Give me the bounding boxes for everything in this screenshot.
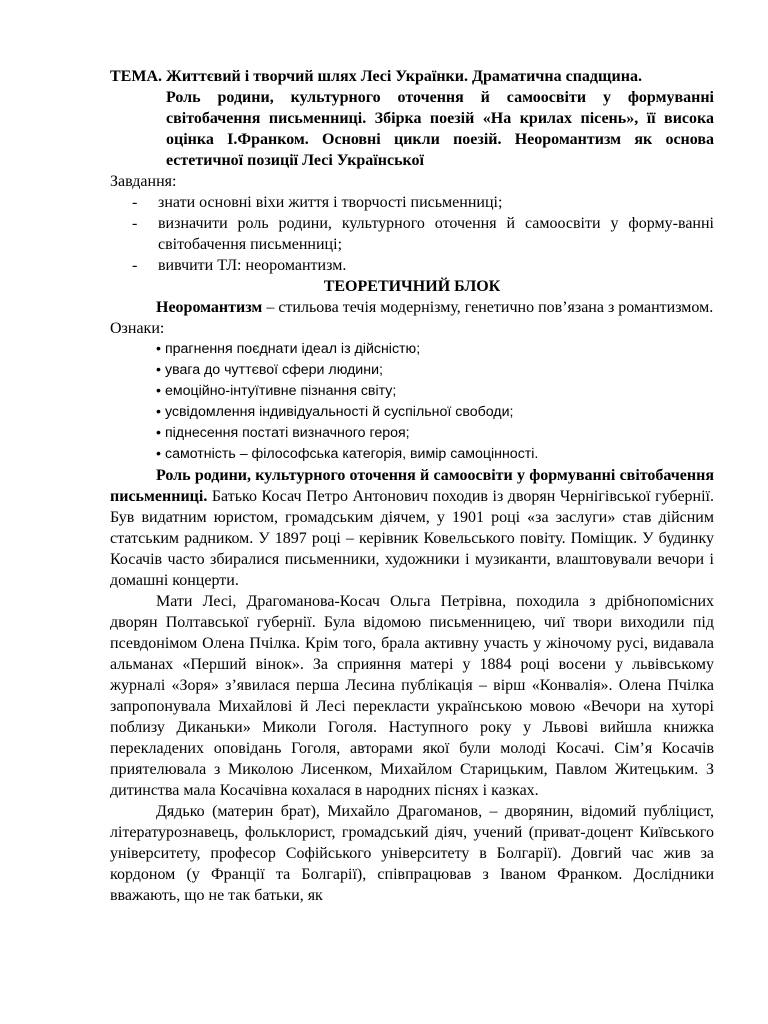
family-paragraph-heading: Роль родини, культурного оточення й самоосвіти у формуванні світобачення письменниці. [110, 467, 714, 505]
task-text: знати основні віхи життя і творчості письменниці; [158, 194, 503, 211]
sign-text: емоційно-інтуїтивне пізнання світу; [164, 383, 397, 399]
bullet-dot-icon: • [156, 341, 161, 357]
bullet-dot-icon: • [156, 362, 161, 378]
bullet-dot-icon: • [156, 383, 161, 399]
bullet-dot-icon: • [156, 425, 161, 441]
dash-bullet-icon: - [132, 194, 138, 211]
sign-item [156, 423, 714, 444]
task-item [110, 213, 714, 255]
signs-label: Ознаки: [110, 320, 165, 337]
bullet-dot-icon: • [156, 404, 161, 420]
task-item [110, 255, 714, 276]
definition-term: Неоромантизм [156, 299, 263, 316]
sign-item [156, 444, 714, 465]
topic-title [110, 66, 714, 171]
sign-item [156, 360, 714, 381]
bullet-dot-icon: • [156, 446, 161, 462]
topic-label: ТЕМА. [110, 68, 162, 85]
uncle-paragraph: Дядько (материн брат), Михайло Драгоманов, – дворянин, відомий публіцист, літературознавець, фольклорист, громадський діяч, учений (приват-доцент Київського університету, професор Софійського університету в Болгарії). Довгий час жив за кордоном (у Франції та Болгарії), співпрацював з Іваном Франком. Дослідники вважають, що не так батьки, як [110, 803, 714, 904]
definition-paragraph [110, 297, 714, 318]
signs-list [110, 339, 714, 465]
task-text: вивчити ТЛ: неоромантизм. [158, 257, 347, 274]
sign-text: прагнення поєднати ідеал із дійсністю; [164, 341, 421, 357]
topic-title-continuation: Роль родини, культурного оточення й самоосвіти у формуванні світобачення письменниці. Збірка поезій «На крилах пісень», її висока оцінка І.Франком. Основні цикли поезій. Неоромантизм як основа естетичної позиції Лесі Української [166, 89, 714, 169]
sign-text: самотність – філософська категорія, вимір самоцінності. [164, 446, 539, 462]
dash-bullet-icon: - [132, 215, 138, 232]
task-item [110, 192, 714, 213]
sign-item [156, 381, 714, 402]
definition-text: – стильова течія модернізму, генетично пов’язана з романтизмом. [262, 299, 714, 316]
family-paragraph [110, 465, 714, 591]
topic-title-line1 [110, 66, 714, 87]
sign-item [156, 402, 714, 423]
task-text: визначити роль родини, культурного оточення й самоосвіти у форму-ванні світобачення письменниці; [158, 215, 714, 253]
sign-text: увага до чуттєвої сфери людини; [164, 362, 383, 378]
sign-text: усвідомлення індивідуальності й суспільної свободи; [164, 404, 514, 420]
family-paragraph-text: Батько Косач Петро Антонович походив із дворян Чернігівської губернії. Був видатним юристом, громадським діячем, у 1901 році «за заслуги» став дійсним статським радником. У 1897 році – керівник Ковельського повіту. Поміщик. У будинку Косачів часто збиралися письменники, художники і музиканти, влаштовували вечори і домашні концерти. [110, 488, 714, 589]
tasks-list [110, 192, 714, 276]
mother-paragraph: Мати Лесі, Драгоманова-Косач Ольга Петрівна, походила з дрібнопомісних дворян Полтавської губернії. Була відомою письменницею, чиї твори виходили під псевдонімом Олена Пчілка. Крім того, брала активну участь у жіночому русі, видавала альманах «Перший вінок». За сприяння матері у 1884 році восени у львівському журналі «Зоря» з’явилася перша Лесина публікація – вірш «Конвалія». Олена Пчілка запропонувала Михайлові й Лесі перекласти українською мовою «Вечори на хуторі поблизу Диканьки» Миколи Гоголя. Наступного року у Львові вийшла книжка перекладених оповідань Гоголя, авторами якої були молоді Косачі. Сім’я Косачів приятелювала з Миколою Лисенком, Михайлом Старицьким, Павлом Житецьким. З дитинства мала Косачівна кохалася в народних піснях і казках. [110, 593, 714, 799]
sign-item [156, 339, 714, 360]
topic-heading-text: Життєвий і творчий шлях Лесі Українки. Драматична спадщина. [162, 68, 642, 85]
tasks-label: Завдання: [110, 173, 177, 190]
section-heading: ТЕОРЕТИЧНИЙ БЛОК [323, 278, 501, 295]
dash-bullet-icon: - [132, 257, 138, 274]
sign-text: піднесення постаті визначного героя; [164, 425, 410, 441]
